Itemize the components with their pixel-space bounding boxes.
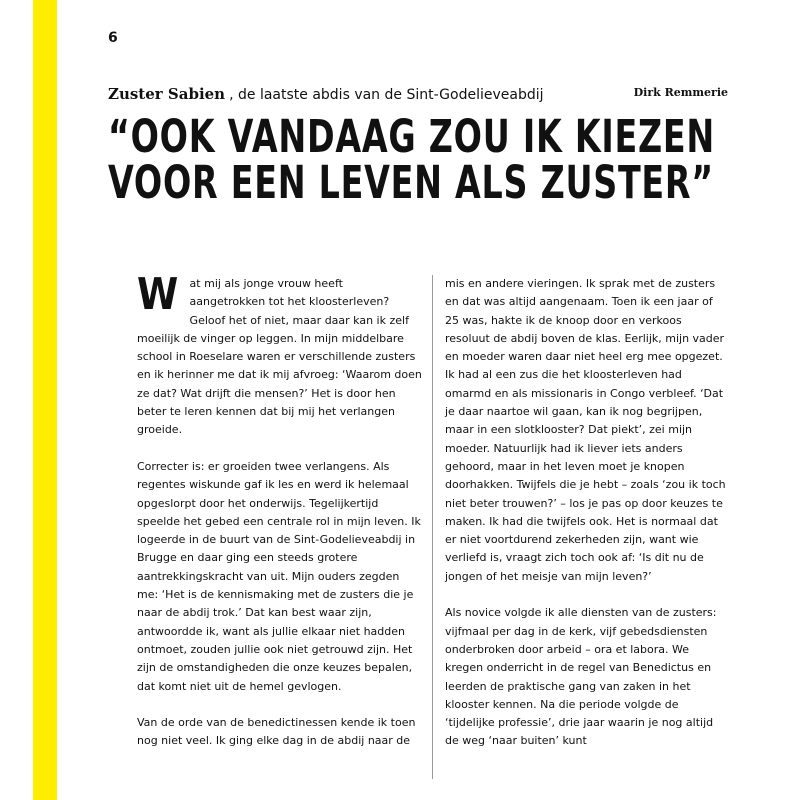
article-column-left [137, 269, 422, 769]
paragraph [137, 269, 422, 440]
headline-line-1: “OOK VANDAAG ZOU IK KIEZEN [108, 110, 715, 163]
subject-name: Zuster Sabien [108, 85, 226, 103]
article-subtitle [108, 85, 544, 103]
page-number: 6 [108, 30, 118, 46]
article-column-right [445, 275, 730, 769]
accent-bar [33, 0, 57, 800]
paragraph-text: at mij als jonge vrouw heeft aangetrokken tot het kloosterleven? Geloof het of niet, maar daar kan ik zelf moeilijk de vinger op leggen. In mijn middelbare school in Roeselare waren er verschillende zusters en ik herinner me dat ik mij afvroeg: ‘Waarom doen ze dat? Wat drijft die mensen?’ Het is door hen beter te leren kennen dat bij mij het verlangen groeide. [137, 277, 422, 437]
paragraph: mis en andere vieringen. Ik sprak met de zusters en dat was altijd aangenaam. Toen ik een jaar of 25 was, hakte ik de knoop door en verkoos resoluut de abdij boven de klas. Eerlijk, mijn vader en moeder waren daar niet heel erg mee opgezet. Ik had al een zus die het kloosterleven had omarmd en als missionaris in Congo verbleef. ‘Dat je daar naartoe wil gaan, kan ik nog begrijpen, maar in een slotklooster? Dat piekt’, zei mijn moeder. Natuurlijk had ik liever iets anders gehoord, maar in het leven moet je knopen doorhakken. Twijfels die je hebt – zoals ‘zou ik toch niet beter trouwen?’ – los je pas op door keuzes te maken. Ik had die twijfels ook. Het is normaal dat er niet voortdurend zekerheden zijn, want wie verliefd is, vraagt zich toch ook af: ‘Is dit nu de jongen of het meisje van mijn leven?’ [445, 277, 726, 583]
column-divider [432, 275, 433, 779]
paragraph: Als novice volgde ik alle diensten van de zusters: vijfmaal per dag in de kerk, vijf gebedsdiensten onderbroken door arbeid – ora et labora. We kregen onderricht in de regel van Benedictus en leerden de praktische gang van zaken in het klooster kennen. Na die periode volgde de ‘tijdelijke professie’, drie jaar waarin je nog altijd de weg ‘naar buiten’ kunt [445, 606, 717, 748]
author-name: Dirk Remmerie [633, 86, 728, 99]
paragraph: Correcter is: er groeiden twee verlangens. Als regentes wiskunde gaf ik les en werd ik helemaal opgeslorpt door het onderwijs. Tegelijkertijd speelde het gebed een centrale rol in mijn leven. Ik logeerde in de buurt van de Sint-Godelieveabdij in Brugge en daar ging een steeds grotere aantrekkingskracht van uit. Mijn ouders zegden me: ‘Het is de kennismaking met de zusters die je naar de abdij trok.’ Dat kan best waar zijn, antwoordde ik, want als jullie elkaar niet hadden ontmoet, zouden jullie ook niet getrouwd zijn. Het zijn de omstandigheden die onze keuzes bepalen, dat komt niet uit de hemel gevlogen. [137, 459, 421, 693]
drop-cap: W [137, 269, 179, 320]
headline [108, 110, 715, 209]
headline-line-2: VOOR EEN LEVEN ALS ZUSTER” [108, 156, 714, 209]
subject-description: , de laatste abdis van de Sint-Godelieveabdij [229, 87, 544, 103]
paragraph: Van de orde van de benedictinessen kende ik toen nog niet veel. Ik ging elke dag in de abdij naar de [137, 716, 416, 748]
